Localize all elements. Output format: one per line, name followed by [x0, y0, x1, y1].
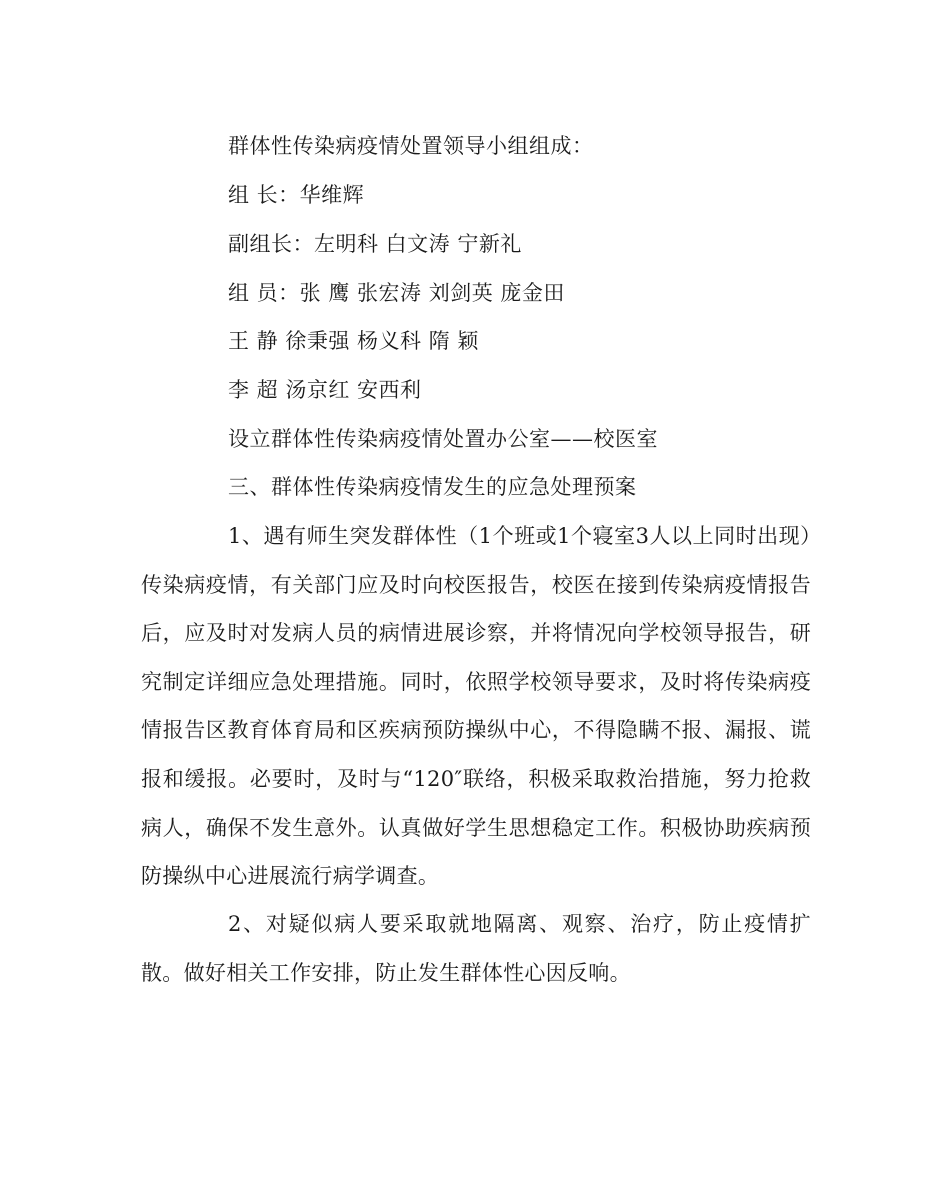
paragraph-2: 2、对疑似病人要采取就地隔离、观察、治疗，防止疫情扩散。做好相关工作安排，防止发生群体性心因反响。	[141, 912, 811, 985]
leader-line: 组 长：华维辉	[228, 183, 365, 207]
members-line-2: 王 静 徐秉强 杨义科 隋 颖	[228, 329, 479, 353]
office-line: 设立群体性传染病疫情处置办公室——校医室	[228, 427, 658, 451]
section-heading: 三、群体性传染病疫情发生的应急处理预案	[228, 475, 637, 499]
members-line-1: 组 员：张 鹰 张宏涛 刘剑英 庞金田	[228, 281, 565, 305]
leadership-heading: 群体性传染病疫情处置领导小组组成：	[228, 134, 594, 158]
paragraph-1: 1、遇有师生突发群体性（1个班或1个寝室3人以上同时出现）传染病疫情，有关部门应及时向校医报告，校医在接到传染病疫情报告后，应及时对发病人员的病情进展诊察，并将情况向学校领导报告，研究制定详细应急处理措施。同时，依照学校领导要求，及时将传染病疫情报告区教育体育局和区疾病预防操纵中心，不得隐瞒不报、漏报、谎报和缓报。必要时，及时与“120″联络，积极采取救治措施，努力抢救病人，确保不发生意外。认真做好学生思想稳定工作。积极协助疾病预防操纵中心进展流行病学调查。	[141, 524, 811, 889]
deputy-line: 副组长：左明科 白文涛 宁新礼	[228, 232, 522, 256]
members-line-3: 李 超 汤京红 安西利	[228, 378, 422, 402]
